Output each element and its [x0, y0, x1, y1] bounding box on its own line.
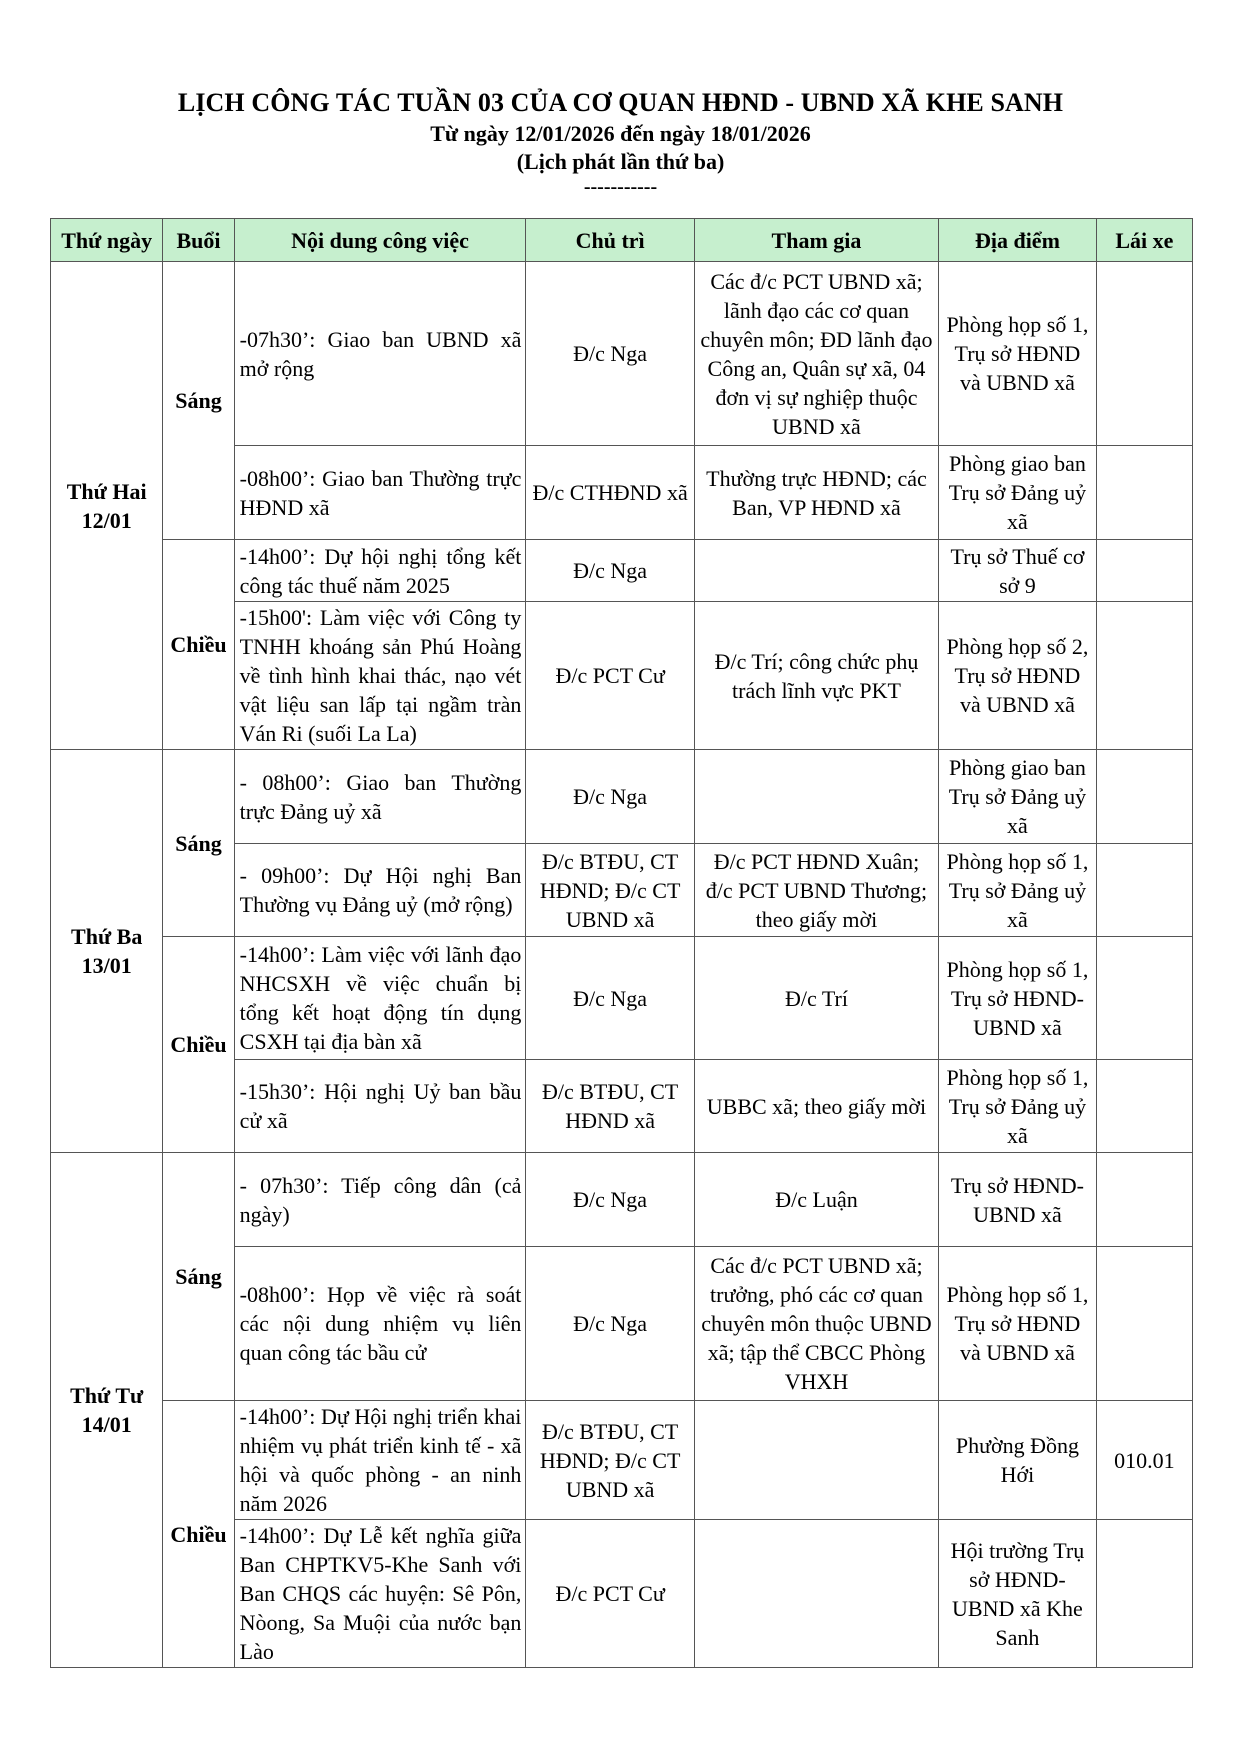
- task-content: -07h30’: Giao ban UBND xã mở rộng: [234, 262, 526, 446]
- day-name: Thứ Hai: [66, 478, 147, 504]
- task-driver: [1096, 844, 1192, 937]
- task-driver: [1096, 750, 1192, 844]
- day-cell: [51, 262, 163, 750]
- table-row: [51, 1153, 1193, 1247]
- task-content: - 09h00’: Dự Hội nghị Ban Thường vụ Đảng uỷ (mở rộng): [234, 844, 526, 937]
- task-location: Phòng giao ban Trụ sở Đảng uỷ xã: [939, 446, 1097, 540]
- task-chair: Đ/c Nga: [526, 540, 695, 602]
- task-participants: Thường trực HĐND; các Ban, VP HĐND xã: [694, 446, 938, 540]
- task-chair: Đ/c Nga: [526, 262, 695, 446]
- table-row: [51, 750, 1193, 844]
- task-driver: [1096, 540, 1192, 602]
- edition-note: (Lịch phát lần thứ ba): [516, 149, 725, 174]
- task-driver: [1096, 1060, 1192, 1153]
- day-cell: [51, 1153, 163, 1668]
- day-name: Thứ Ba: [71, 924, 143, 949]
- table-row: [51, 1401, 1193, 1520]
- task-content: - 07h30’: Tiếp công dân (cả ngày): [234, 1153, 526, 1247]
- document-header: [0, 86, 1241, 198]
- task-participants: [694, 1520, 938, 1668]
- task-participants: [694, 540, 938, 602]
- table-header-row: [51, 219, 1193, 262]
- task-content: -08h00’: Giao ban Thường trực HĐND xã: [234, 446, 526, 540]
- task-location: Phòng họp số 2, Trụ sở HĐND và UBND xã: [939, 602, 1097, 750]
- task-participants: Đ/c Luận: [694, 1153, 938, 1247]
- task-driver: [1096, 1520, 1192, 1668]
- day-name: Thứ Tư: [70, 1383, 144, 1408]
- task-driver: 010.01: [1096, 1401, 1192, 1520]
- table-row: [51, 262, 1193, 446]
- task-content: - 08h00’: Giao ban Thường trực Đảng uỷ xã: [234, 750, 526, 844]
- task-location: Phòng họp số 1, Trụ sở Đảng uỷ xã: [939, 844, 1097, 937]
- task-chair: Đ/c PCT Cư: [526, 602, 695, 750]
- task-content: -14h00’: Dự hội nghị tổng kết công tác thuế năm 2025: [234, 540, 526, 602]
- col-header-day: Thứ ngày: [51, 219, 163, 262]
- task-chair: Đ/c Nga: [526, 750, 695, 844]
- header-separator: -----------: [583, 176, 658, 198]
- task-location: Phòng giao ban Trụ sở Đảng uỷ xã: [939, 750, 1097, 844]
- task-driver: [1096, 446, 1192, 540]
- task-chair: Đ/c BTĐU, CT HĐND; Đ/c CT UBND xã: [526, 844, 695, 937]
- session-cell: Chiều: [163, 1401, 234, 1668]
- task-participants: Các đ/c PCT UBND xã; trưởng, phó các cơ quan chuyên môn thuộc UBND xã; tập thể CBCC Phòng VHXH: [694, 1247, 938, 1401]
- col-header-participants: Tham gia: [694, 219, 938, 262]
- task-driver: [1096, 262, 1192, 446]
- task-chair: Đ/c PCT Cư: [526, 1520, 695, 1668]
- schedule-table: [50, 218, 1193, 1668]
- session-cell: Sáng: [163, 750, 234, 937]
- task-participants: UBBC xã; theo giấy mời: [694, 1060, 938, 1153]
- task-participants: Các đ/c PCT UBND xã; lãnh đạo các cơ quan chuyên môn; ĐD lãnh đạo Công an, Quân sự xã, 04 đơn vị sự nghiệp thuộc UBND xã: [694, 262, 938, 446]
- session-cell: Chiều: [163, 540, 234, 750]
- day-date: 12/01: [81, 507, 132, 533]
- task-content: -08h00’: Họp về việc rà soát các nội dung nhiệm vụ liên quan công tác bầu cử: [234, 1247, 526, 1401]
- col-header-session: Buổi: [163, 219, 234, 262]
- task-content: -15h30’: Hội nghị Uỷ ban bầu cử xã: [234, 1060, 526, 1153]
- task-driver: [1096, 1153, 1192, 1247]
- day-date: 14/01: [81, 1412, 132, 1437]
- task-content: -15h00': Làm việc với Công ty TNHH khoáng sản Phú Hoàng về tình hình khai thác, nạo vét vật liệu san lấp tại ngầm tràn Ván Ri (suối La La): [234, 602, 526, 750]
- task-chair: Đ/c Nga: [526, 937, 695, 1060]
- table-row: [51, 937, 1193, 1060]
- task-location: Hội trường Trụ sở HĐND- UBND xã Khe Sanh: [939, 1520, 1097, 1668]
- task-content: -14h00’: Làm việc với lãnh đạo NHCSXH về việc chuẩn bị tổng kết hoạt động tín dụng CSXH tại địa bàn xã: [234, 937, 526, 1060]
- col-header-chair: Chủ trì: [526, 219, 695, 262]
- task-participants: [694, 1401, 938, 1520]
- session-cell: Sáng: [163, 1153, 234, 1401]
- col-header-location: Địa điểm: [939, 219, 1097, 262]
- session-cell: Chiều: [163, 937, 234, 1153]
- task-location: Trụ sở Thuế cơ sở 9: [939, 540, 1097, 602]
- task-driver: [1096, 1247, 1192, 1401]
- task-content: -14h00’: Dự Lễ kết nghĩa giữa Ban CHPTKV5-Khe Sanh với Ban CHQS các huyện: Sê Pôn, Nòong, Sa Muội của nước bạn Lào: [234, 1520, 526, 1668]
- task-location: Trụ sở HĐND- UBND xã: [939, 1153, 1097, 1247]
- task-content: -14h00’: Dự Hội nghị triển khai nhiệm vụ phát triển kinh tế - xã hội và quốc phòng - an ninh năm 2026: [234, 1401, 526, 1520]
- task-participants: [694, 750, 938, 844]
- task-location: Phòng họp số 1, Trụ sở HĐND và UBND xã: [939, 262, 1097, 446]
- col-header-driver: Lái xe: [1096, 219, 1192, 262]
- task-driver: [1096, 602, 1192, 750]
- task-location: Phòng họp số 1, Trụ sở HĐND- UBND xã: [939, 937, 1097, 1060]
- task-driver: [1096, 937, 1192, 1060]
- date-range: Từ ngày 12/01/2026 đến ngày 18/01/2026: [430, 121, 811, 146]
- document-title: LỊCH CÔNG TÁC TUẦN 03 CỦA CƠ QUAN HĐND - UBND XÃ KHE SANH: [177, 88, 1064, 117]
- task-participants: Đ/c Trí; công chức phụ trách lĩnh vực PKT: [694, 602, 938, 750]
- day-date: 13/01: [81, 953, 132, 978]
- task-chair: Đ/c Nga: [526, 1247, 695, 1401]
- task-chair: Đ/c CTHĐND xã: [526, 446, 695, 540]
- task-chair: Đ/c Nga: [526, 1153, 695, 1247]
- col-header-content: Nội dung công việc: [234, 219, 526, 262]
- session-cell: Sáng: [163, 262, 234, 540]
- task-chair: Đ/c BTĐU, CT HĐND xã: [526, 1060, 695, 1153]
- task-location: Phòng họp số 1, Trụ sở Đảng uỷ xã: [939, 1060, 1097, 1153]
- task-chair: Đ/c BTĐU, CT HĐND; Đ/c CT UBND xã: [526, 1401, 695, 1520]
- task-location: Phường Đồng Hới: [939, 1401, 1097, 1520]
- table-row: [51, 540, 1193, 602]
- task-participants: Đ/c PCT HĐND Xuân; đ/c PCT UBND Thương; theo giấy mời: [694, 844, 938, 937]
- day-cell: [51, 750, 163, 1153]
- task-location: Phòng họp số 1, Trụ sở HĐND và UBND xã: [939, 1247, 1097, 1401]
- task-participants: Đ/c Trí: [694, 937, 938, 1060]
